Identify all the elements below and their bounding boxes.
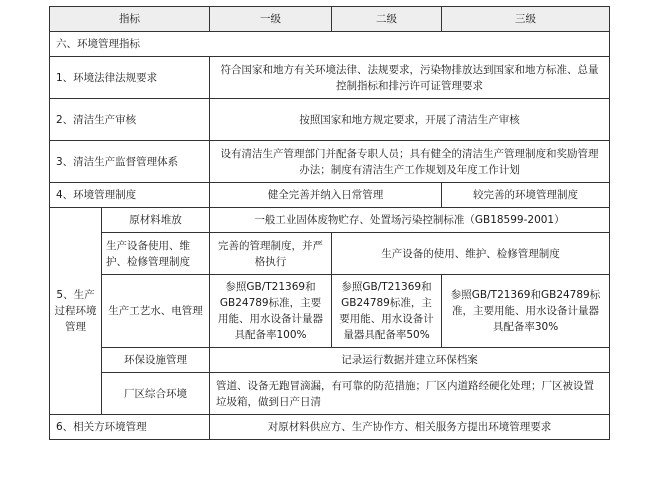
row-value-supervision: 设有清洁生产管理部门并配备专职人员；具有健全的清洁生产管理制度和奖励管理办法；制度有清洁生产工作规划及年度工作计划 <box>210 141 610 183</box>
table-row <box>50 415 610 440</box>
environment-management-table <box>49 6 610 440</box>
row-value-legal: 符合国家和地方有关环境法律、法规要求，污染物排放达到国家和地方标准、总量控制指标和排污许可证管理要求 <box>210 57 610 99</box>
table-row <box>50 57 610 99</box>
table-row <box>50 99 610 141</box>
section-title: 六、环境管理指标 <box>50 32 610 57</box>
sub-value-water-level1: 参照GB/T21369和GB24789标准，主要用能、用水设备计量器具配备率100% <box>210 275 332 348</box>
sub-value-env-facility: 记录运行数据并建立环保档案 <box>210 348 610 373</box>
row-label-system: 4、环境管理制度 <box>50 183 210 208</box>
row-label-legal: 1、环境法律法规要求 <box>50 57 210 99</box>
row-value-audit: 按照国家和地方规定要求，开展了清洁生产审核 <box>210 99 610 141</box>
sub-value-raw-material: 一般工业固体废物贮存、处置场污染控制标准（GB18599-2001） <box>210 208 610 233</box>
sub-label-env-facility: 环保设施管理 <box>102 348 210 373</box>
sub-value-equipment-level1: 完善的管理制度，并严格执行 <box>210 233 332 275</box>
row-label-process: 5、生产过程环境管理 <box>50 208 102 415</box>
row-label-stakeholder: 6、相关方环境管理 <box>50 415 210 440</box>
header-level3: 三级 <box>442 7 610 32</box>
sub-value-equipment-level23: 生产设备的使用、维护、检修管理制度 <box>332 233 610 275</box>
sub-label-water: 生产工艺水、电管理 <box>102 275 210 348</box>
table-row <box>50 233 610 275</box>
sub-value-plant-env: 管道、设备无跑冒滴漏，有可靠的防范措施；厂区内道路经硬化处理；厂区被设置垃圾箱，做到日产日清 <box>210 373 610 415</box>
sub-label-equipment: 生产设备使用、维护、检修管理制度 <box>102 233 210 275</box>
section-row <box>50 32 610 57</box>
sub-label-raw-material: 原材料堆放 <box>102 208 210 233</box>
sub-value-water-level3: 参照GB/T21369和GB24789标准，主要用能、用水设备计量器具配备率30% <box>442 275 610 348</box>
header-level1: 一级 <box>210 7 332 32</box>
header-indicator: 指标 <box>50 7 210 32</box>
row-value-system-level12: 健全完善并纳入日常管理 <box>210 183 442 208</box>
table-row <box>50 141 610 183</box>
table-row <box>50 208 610 233</box>
table-row <box>50 373 610 415</box>
row-label-audit: 2、清洁生产审核 <box>50 99 210 141</box>
sub-value-water-level2: 参照GB/T21369和GB24789标准，主要用能、用水设备计量器具配备率50% <box>332 275 442 348</box>
table-row <box>50 275 610 348</box>
row-value-stakeholder: 对原材料供应方、生产协作方、相关服务方提出环境管理要求 <box>210 415 610 440</box>
table-header-row <box>50 7 610 32</box>
header-level2: 二级 <box>332 7 442 32</box>
table-row <box>50 183 610 208</box>
row-label-supervision: 3、清洁生产监督管理体系 <box>50 141 210 183</box>
sub-label-plant-env: 厂区综合环境 <box>102 373 210 415</box>
table-row <box>50 348 610 373</box>
row-value-system-level3: 较完善的环境管理制度 <box>442 183 610 208</box>
